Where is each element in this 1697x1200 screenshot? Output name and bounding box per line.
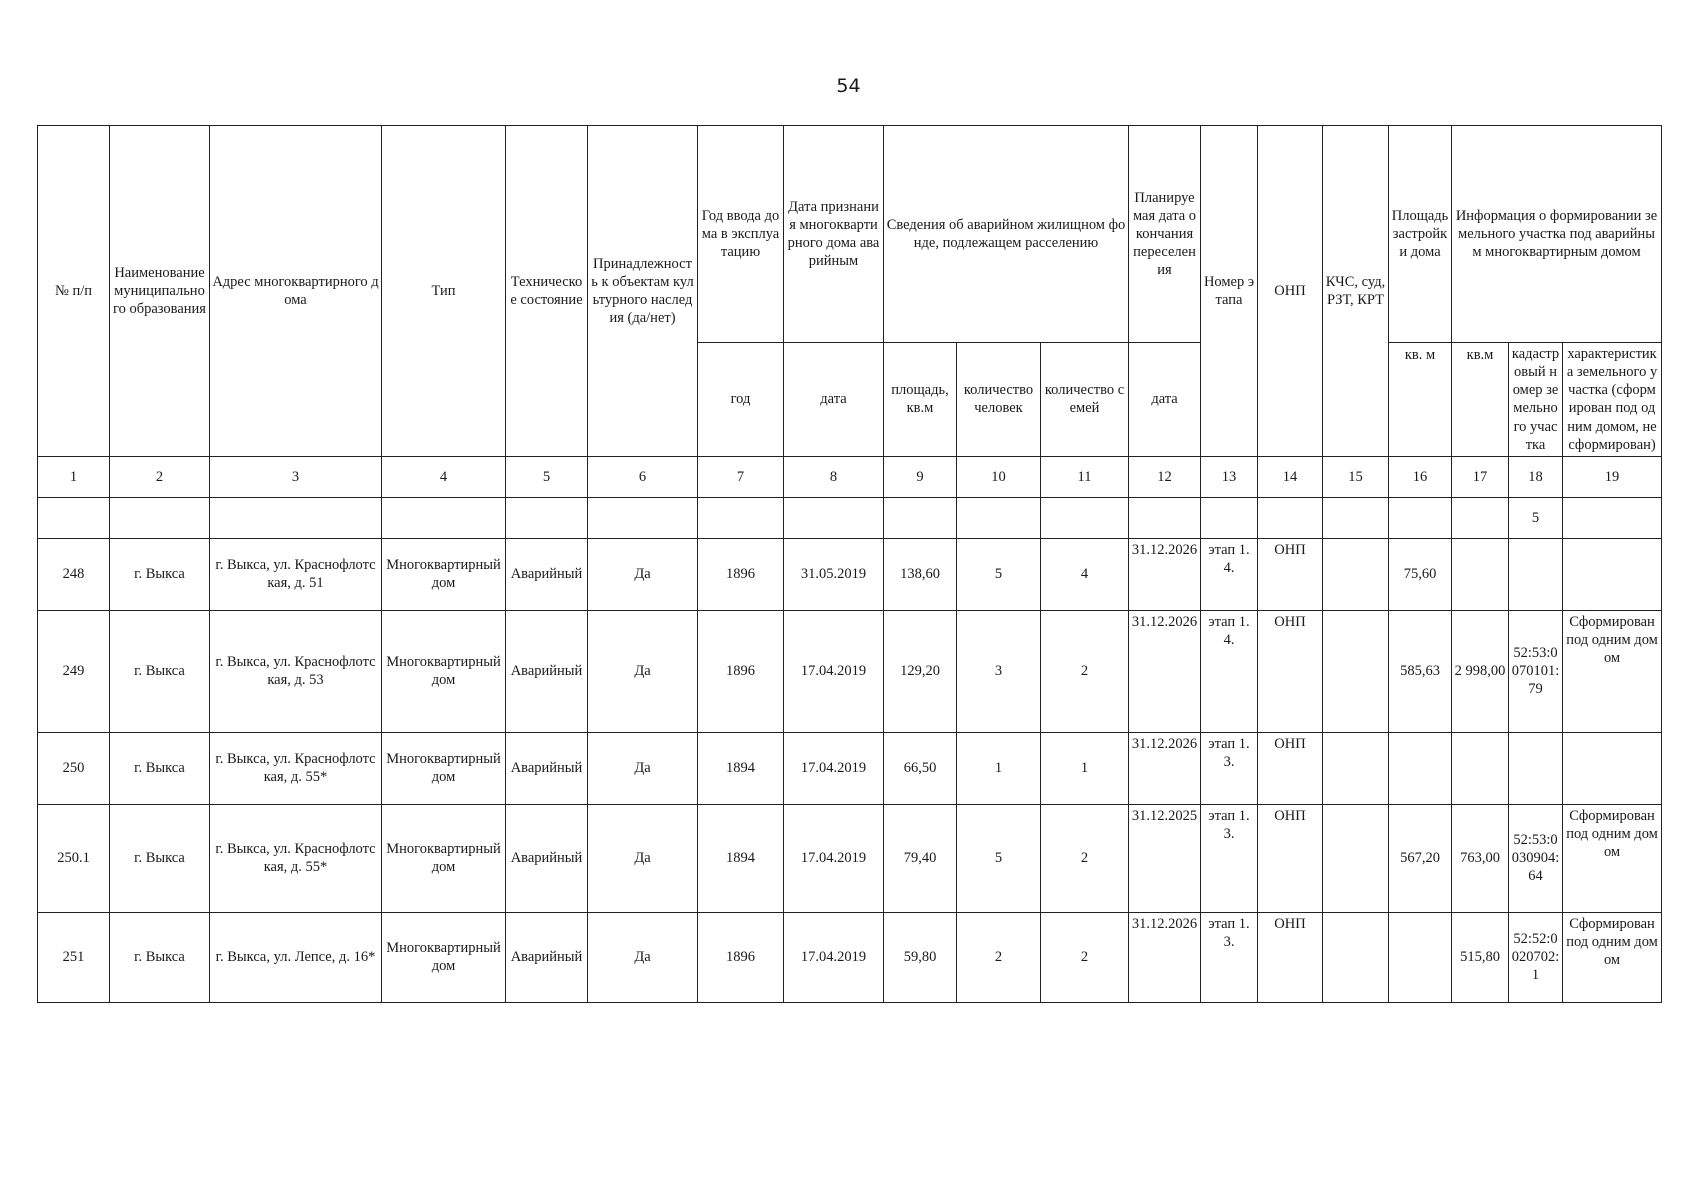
header-municipality: Наименование муниципального образования — [110, 126, 210, 457]
column-number: 19 — [1563, 456, 1662, 497]
cell-cadastre: 52:53:0030904:64 — [1509, 804, 1563, 912]
cell-stage: этап 1.4. — [1201, 538, 1258, 610]
cell-build-area — [1389, 732, 1452, 804]
cell-recognition-date: 17.04.2019 — [784, 610, 884, 732]
table-row — [38, 912, 1662, 1002]
cell-land-area: 2 998,00 — [1452, 610, 1509, 732]
cell-kchs — [1323, 804, 1389, 912]
column-number: 12 — [1129, 456, 1201, 497]
column-number: 8 — [784, 456, 884, 497]
cell-technical-state: Аварийный — [506, 804, 588, 912]
cell-stage: этап 1.3. — [1201, 912, 1258, 1002]
emergency-housing-table — [37, 125, 1662, 1003]
column-number: 2 — [110, 456, 210, 497]
cell-year: 1894 — [698, 732, 784, 804]
header-kchs: КЧС, суд, РЗТ, КРТ — [1323, 126, 1389, 457]
subheader-land-characteristic: характеристика земельного участка (сформирован под одним домом, не сформирован) — [1563, 343, 1662, 457]
cell-land-area — [1452, 732, 1509, 804]
cell-build-area: 567,20 — [1389, 804, 1452, 912]
table-cell — [1201, 497, 1258, 538]
header-onp: ОНП — [1258, 126, 1323, 457]
cell-onp: ОНП — [1258, 610, 1323, 732]
cell-type: Многоквартирный дом — [382, 804, 506, 912]
table-cell — [382, 497, 506, 538]
table-cell — [1389, 497, 1452, 538]
table-cell — [784, 497, 884, 538]
cell-municipality: г. Выкса — [110, 610, 210, 732]
cell-address: г. Выкса, ул. Лепсе, д. 16* — [210, 912, 382, 1002]
cell-year: 1896 — [698, 538, 784, 610]
table-cell — [506, 497, 588, 538]
cell-plan-date: 31.12.2026 — [1129, 610, 1201, 732]
cell-land-characteristic: Сформирован под одним домом — [1563, 912, 1662, 1002]
cell-address: г. Выкса, ул. Краснофлотская, д. 55* — [210, 804, 382, 912]
subheader-year: год — [698, 343, 784, 457]
cell-heritage: Да — [588, 912, 698, 1002]
cell-type: Многоквартирный дом — [382, 732, 506, 804]
column-number: 4 — [382, 456, 506, 497]
column-number: 17 — [1452, 456, 1509, 497]
column-number: 15 — [1323, 456, 1389, 497]
cell-area: 138,60 — [884, 538, 957, 610]
header-heritage: Принадлежность к объектам культурного наследия (да/нет) — [588, 126, 698, 457]
cell-address: г. Выкса, ул. Краснофлотская, д. 55* — [210, 732, 382, 804]
cell-heritage: Да — [588, 538, 698, 610]
cell-cadastre — [1509, 732, 1563, 804]
cell-number: 249 — [38, 610, 110, 732]
cell-land-characteristic: Сформирован под одним домом — [1563, 804, 1662, 912]
cell-number: 251 — [38, 912, 110, 1002]
table-cell — [1129, 497, 1201, 538]
table-row — [38, 732, 1662, 804]
table-row — [38, 610, 1662, 732]
cell-stage: этап 1.3. — [1201, 732, 1258, 804]
header-row — [38, 126, 1662, 343]
subheader-build-area-unit: кв. м — [1389, 343, 1452, 457]
cell-area: 59,80 — [884, 912, 957, 1002]
cell-plan-date: 31.12.2025 — [1129, 804, 1201, 912]
cell-stage: этап 1.4. — [1201, 610, 1258, 732]
cell-onp: ОНП — [1258, 538, 1323, 610]
table-cell — [1323, 497, 1389, 538]
header-emergency-fund: Сведения об аварийном жилищном фонде, подлежащем расселению — [884, 126, 1129, 343]
header-land-plot-info: Информация о формировании земельного участка под аварийным многоквартирным домом — [1452, 126, 1662, 343]
cell-year: 1896 — [698, 912, 784, 1002]
header-planned-date: Планируемая дата окончания переселения — [1129, 126, 1201, 343]
table-cell — [1452, 497, 1509, 538]
cell-area: 66,50 — [884, 732, 957, 804]
header-number: № п/п — [38, 126, 110, 457]
cell-municipality: г. Выкса — [110, 538, 210, 610]
cell-area: 79,40 — [884, 804, 957, 912]
cell-people: 1 — [957, 732, 1041, 804]
cell-type: Многоквартирный дом — [382, 610, 506, 732]
cell-address: г. Выкса, ул. Краснофлотская, д. 53 — [210, 610, 382, 732]
cell-type: Многоквартирный дом — [382, 538, 506, 610]
table-row — [38, 538, 1662, 610]
cell-municipality: г. Выкса — [110, 912, 210, 1002]
cell-year: 1896 — [698, 610, 784, 732]
header-type: Тип — [382, 126, 506, 457]
cell-recognition-date: 17.04.2019 — [784, 732, 884, 804]
table-cell — [884, 497, 957, 538]
cell-land-characteristic — [1563, 732, 1662, 804]
subheader-families: количество семей — [1041, 343, 1129, 457]
cell-land-area: 515,80 — [1452, 912, 1509, 1002]
cell-people: 3 — [957, 610, 1041, 732]
subheader-area: площадь, кв.м — [884, 343, 957, 457]
header-commissioning-year: Год ввода дома в эксплуатацию — [698, 126, 784, 343]
cell-recognition-date: 17.04.2019 — [784, 912, 884, 1002]
table-cell: 5 — [1509, 497, 1563, 538]
subheader-cadastre: кадастровый номер земельного участка — [1509, 343, 1563, 457]
cell-cadastre: 52:53:0070101:79 — [1509, 610, 1563, 732]
table-cell — [588, 497, 698, 538]
cell-plan-date: 31.12.2026 — [1129, 538, 1201, 610]
cell-municipality: г. Выкса — [110, 732, 210, 804]
header-address: Адрес многоквартирного дома — [210, 126, 382, 457]
column-number: 9 — [884, 456, 957, 497]
header-recognition-date: Дата признания многоквартирного дома аварийным — [784, 126, 884, 343]
cell-build-area: 585,63 — [1389, 610, 1452, 732]
table-cell — [957, 497, 1041, 538]
cell-year: 1894 — [698, 804, 784, 912]
cell-people: 5 — [957, 538, 1041, 610]
cell-municipality: г. Выкса — [110, 804, 210, 912]
header-stage: Номер этапа — [1201, 126, 1258, 457]
cell-cadastre: 52:52:0020702:1 — [1509, 912, 1563, 1002]
column-number: 6 — [588, 456, 698, 497]
cell-kchs — [1323, 538, 1389, 610]
column-number: 3 — [210, 456, 382, 497]
cell-onp: ОНП — [1258, 912, 1323, 1002]
column-number: 18 — [1509, 456, 1563, 497]
cell-recognition-date: 31.05.2019 — [784, 538, 884, 610]
cell-plan-date: 31.12.2026 — [1129, 912, 1201, 1002]
table-cell — [698, 497, 784, 538]
column-number: 14 — [1258, 456, 1323, 497]
column-number: 1 — [38, 456, 110, 497]
cell-address: г. Выкса, ул. Краснофлотская, д. 51 — [210, 538, 382, 610]
cell-technical-state: Аварийный — [506, 912, 588, 1002]
cell-number: 250 — [38, 732, 110, 804]
cell-area: 129,20 — [884, 610, 957, 732]
table-cell — [210, 497, 382, 538]
cell-technical-state: Аварийный — [506, 732, 588, 804]
cell-number: 248 — [38, 538, 110, 610]
cell-kchs — [1323, 610, 1389, 732]
subheader-date: дата — [784, 343, 884, 457]
cell-land-characteristic: Сформирован под одним домом — [1563, 610, 1662, 732]
table-row — [38, 497, 1662, 538]
cell-heritage: Да — [588, 610, 698, 732]
column-number: 7 — [698, 456, 784, 497]
cell-onp: ОНП — [1258, 732, 1323, 804]
column-number: 5 — [506, 456, 588, 497]
cell-stage: этап 1.3. — [1201, 804, 1258, 912]
cell-technical-state: Аварийный — [506, 610, 588, 732]
table-cell — [38, 497, 110, 538]
cell-heritage: Да — [588, 732, 698, 804]
cell-people: 2 — [957, 912, 1041, 1002]
cell-recognition-date: 17.04.2019 — [784, 804, 884, 912]
cell-technical-state: Аварийный — [506, 538, 588, 610]
cell-land-area — [1452, 538, 1509, 610]
column-number: 16 — [1389, 456, 1452, 497]
page-number: 54 — [836, 75, 861, 97]
table-cell — [1563, 497, 1662, 538]
table-row — [38, 804, 1662, 912]
subheader-land-area-unit: кв.м — [1452, 343, 1509, 457]
column-number: 13 — [1201, 456, 1258, 497]
table-cell — [110, 497, 210, 538]
subheader-plan-date: дата — [1129, 343, 1201, 457]
table-cell — [1041, 497, 1129, 538]
cell-plan-date: 31.12.2026 — [1129, 732, 1201, 804]
column-number: 11 — [1041, 456, 1129, 497]
cell-kchs — [1323, 732, 1389, 804]
cell-build-area — [1389, 912, 1452, 1002]
cell-heritage: Да — [588, 804, 698, 912]
cell-families: 2 — [1041, 912, 1129, 1002]
header-build-area: Площадь застройки дома — [1389, 126, 1452, 343]
cell-families: 1 — [1041, 732, 1129, 804]
cell-number: 250.1 — [38, 804, 110, 912]
cell-build-area: 75,60 — [1389, 538, 1452, 610]
column-number: 10 — [957, 456, 1041, 497]
cell-kchs — [1323, 912, 1389, 1002]
cell-type: Многоквартирный дом — [382, 912, 506, 1002]
cell-families: 2 — [1041, 804, 1129, 912]
cell-cadastre — [1509, 538, 1563, 610]
column-numbers-row — [38, 456, 1662, 497]
header-technical-state: Техническое состояние — [506, 126, 588, 457]
subheader-people: количество человек — [957, 343, 1041, 457]
cell-families: 4 — [1041, 538, 1129, 610]
cell-people: 5 — [957, 804, 1041, 912]
cell-onp: ОНП — [1258, 804, 1323, 912]
cell-land-area: 763,00 — [1452, 804, 1509, 912]
cell-land-characteristic — [1563, 538, 1662, 610]
table-cell — [1258, 497, 1323, 538]
cell-families: 2 — [1041, 610, 1129, 732]
